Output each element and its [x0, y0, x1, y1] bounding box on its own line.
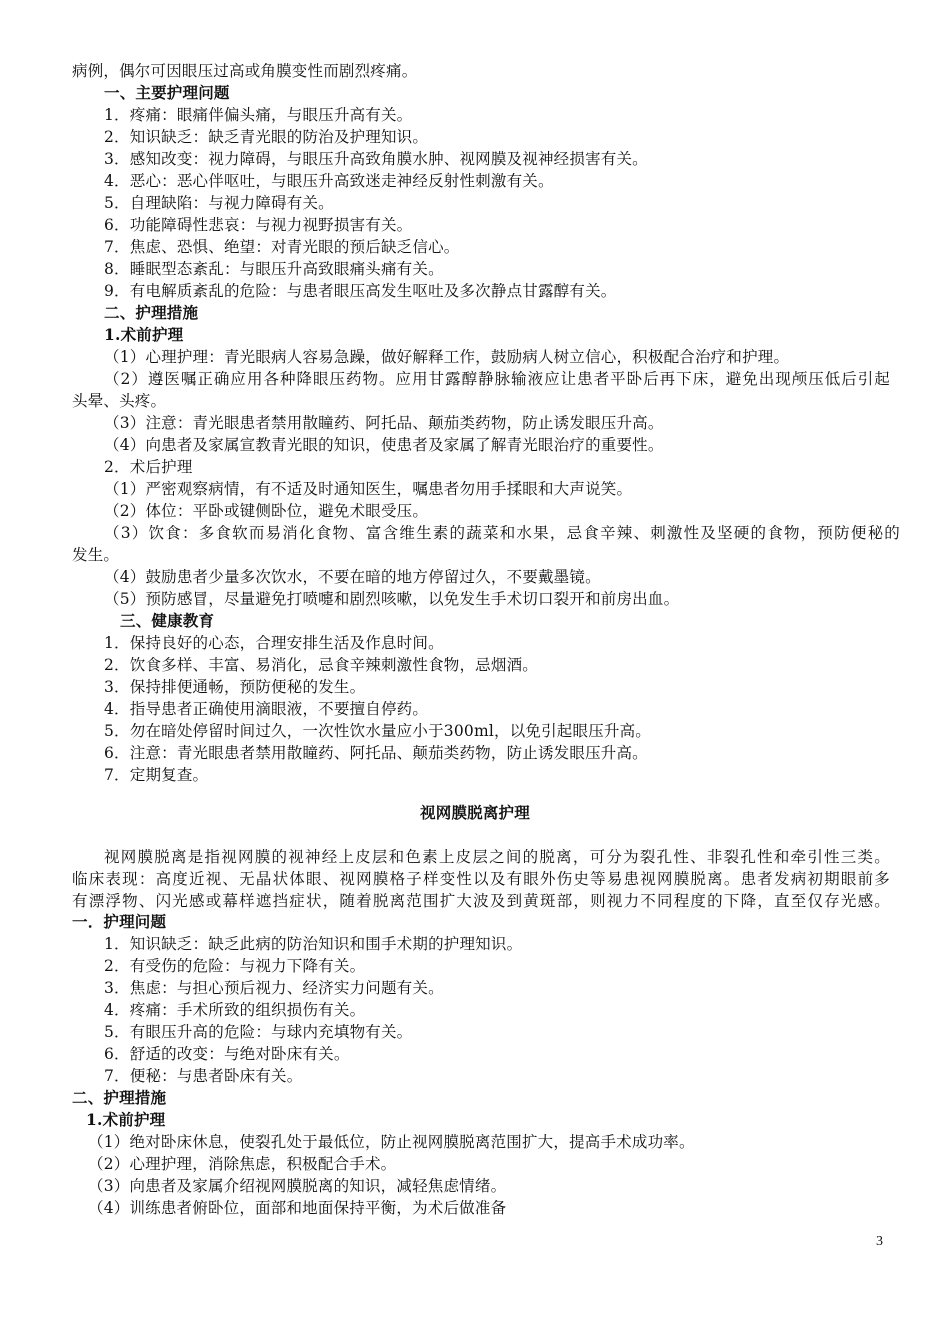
list-item: 4．指导患者正确使用滴眼液，不要擅自停药。: [104, 700, 429, 718]
list-item: （5）预防感冒，尽量避免打喷嚏和剧烈咳嗽，以免发生手术切口裂开和前房出血。: [104, 590, 680, 608]
list-item: （2）遵医嘱正确应用各种降眼压药物。应用甘露醇静脉输液应让患者平卧后再下床，避免出现颅压低后引起: [104, 370, 890, 388]
list-item: （4）向患者及家属宣教青光眼的知识，使患者及家属了解青光眼治疗的重要性。: [104, 436, 664, 454]
retina-title: 视网膜脱离护理: [420, 803, 530, 822]
intro-paragraph-line: 有漂浮物、闪光感或幕样遮挡症状，随着脱离范围扩大波及到黄斑部，则视力不同程度的下降，直至仅存光感。: [72, 892, 890, 910]
list-item: （1）严密观察病情，有不适及时通知医生，嘱患者勿用手揉眼和大声说笑。: [104, 480, 633, 498]
list-item: 9．有电解质紊乱的危险：与患者眼压高发生呕吐及多次静点甘露醇有关。: [104, 282, 617, 300]
list-item: （4）鼓励患者少量多次饮水，不要在暗的地方停留过久，不要戴墨镜。: [104, 568, 601, 586]
list-item: 1．知识缺乏：缺乏此病的防治知识和围手术期的护理知识。: [104, 935, 523, 953]
list-item: 3．焦虑：与担心预后视力、经济实力问题有关。: [104, 979, 444, 997]
list-item: （3）饮食：多食软而易消化食物、富含维生素的蔬菜和水果，忌食辛辣、刺激性及坚硬的食物，预防便秘的: [104, 524, 900, 542]
section-heading-problems: 一、主要护理问题: [104, 83, 230, 102]
list-item: （2）心理护理，消除焦虑，积极配合手术。: [88, 1155, 397, 1173]
section-heading-education: 三、健康教育: [120, 611, 215, 630]
list-item: 6．舒适的改变：与绝对卧床有关。: [104, 1045, 350, 1063]
section-heading-measures: 二、护理措施: [72, 1088, 167, 1107]
list-item: 3．保持排便通畅，预防便秘的发生。: [104, 678, 366, 696]
list-item: 2．有受伤的危险：与视力下降有关。: [104, 957, 366, 975]
list-item: 7．焦虑、恐惧、绝望：对青光眼的预后缺乏信心。: [104, 238, 460, 256]
list-item: 6．功能障碍性悲哀：与视力视野损害有关。: [104, 216, 413, 234]
list-item: 8．睡眠型态紊乱：与眼压升高致眼痛头痛有关。: [104, 260, 444, 278]
subheading-preop: 1.术前护理: [104, 325, 184, 344]
list-item: （1）心理护理：青光眼病人容易急躁，做好解释工作，鼓励病人树立信心，积极配合治疗和护理。: [104, 348, 790, 366]
list-item: 5．有眼压升高的危险：与球内充填物有关。: [104, 1023, 413, 1041]
list-item: （2）体位：平卧或键侧卧位，避免术眼受压。: [104, 502, 429, 520]
continuation-line: 病例，偶尔可因眼压过高或角膜变性而剧烈疼痛。: [72, 62, 418, 80]
list-item: 7．便秘：与患者卧床有关。: [104, 1067, 303, 1085]
list-item: 7．定期复查。: [104, 766, 209, 784]
page-number: 3: [876, 1234, 883, 1249]
list-item: （4）训练患者俯卧位，面部和地面保持平衡，为术后做准备: [88, 1199, 507, 1217]
list-item: 2．知识缺乏：缺乏青光眼的防治及护理知识。: [104, 128, 429, 146]
list-item: 4．恶心：恶心伴呕吐，与眼压升高致迷走神经反射性刺激有关。: [104, 172, 554, 190]
list-item: （3）注意：青光眼患者禁用散瞳药、阿托品、颠茄类药物，防止诱发眼压升高。: [104, 414, 664, 432]
list-item: 5．自理缺陷：与视力障碍有关。: [104, 194, 334, 212]
list-item-continued: 头晕、头疼。: [72, 392, 167, 410]
list-item: 1．保持良好的心态，合理安排生活及作息时间。: [104, 634, 444, 652]
list-item: 1．疼痛：眼痛伴偏头痛，与眼压升高有关。: [104, 106, 413, 124]
list-item: 3．感知改变：视力障碍，与眼压升高致角膜水肿、视网膜及视神经损害有关。: [104, 150, 648, 168]
list-item: 4．疼痛：手术所致的组织损伤有关。: [104, 1001, 366, 1019]
intro-paragraph-line: 临床表现：高度近视、无晶状体眼、视网膜格子样变性以及有眼外伤史等易患视网膜脱离。患者发病初期眼前多: [72, 870, 890, 888]
section-heading-measures: 二、护理措施: [104, 303, 199, 322]
subheading-preop: 1.术前护理: [86, 1110, 166, 1129]
list-item: 2．饮食多样、丰富、易消化，忌食辛辣刺激性食物，忌烟酒。: [104, 656, 538, 674]
intro-paragraph-line: 视网膜脱离是指视网膜的视神经上皮层和色素上皮层之间的脱离，可分为裂孔性、非裂孔性和牵引性三类。: [104, 848, 890, 866]
list-item: 5．勿在暗处停留时间过久，一次性饮水量应小于300ml，以免引起眼压升高。: [104, 722, 652, 740]
list-item: 6．注意：青光眼患者禁用散瞳药、阿托品、颠茄类药物，防止诱发眼压升高。: [104, 744, 648, 762]
list-item: （3）向患者及家属介绍视网膜脱离的知识，减轻焦虑情绪。: [88, 1177, 507, 1195]
subheading-postop: 2．术后护理: [104, 458, 193, 476]
list-item: （1）绝对卧床休息，使裂孔处于最低位，防止视网膜脱离范围扩大，提高手术成功率。: [88, 1133, 695, 1151]
section-heading-problems: 一．护理问题: [72, 912, 167, 931]
list-item-continued: 发生。: [72, 546, 120, 564]
